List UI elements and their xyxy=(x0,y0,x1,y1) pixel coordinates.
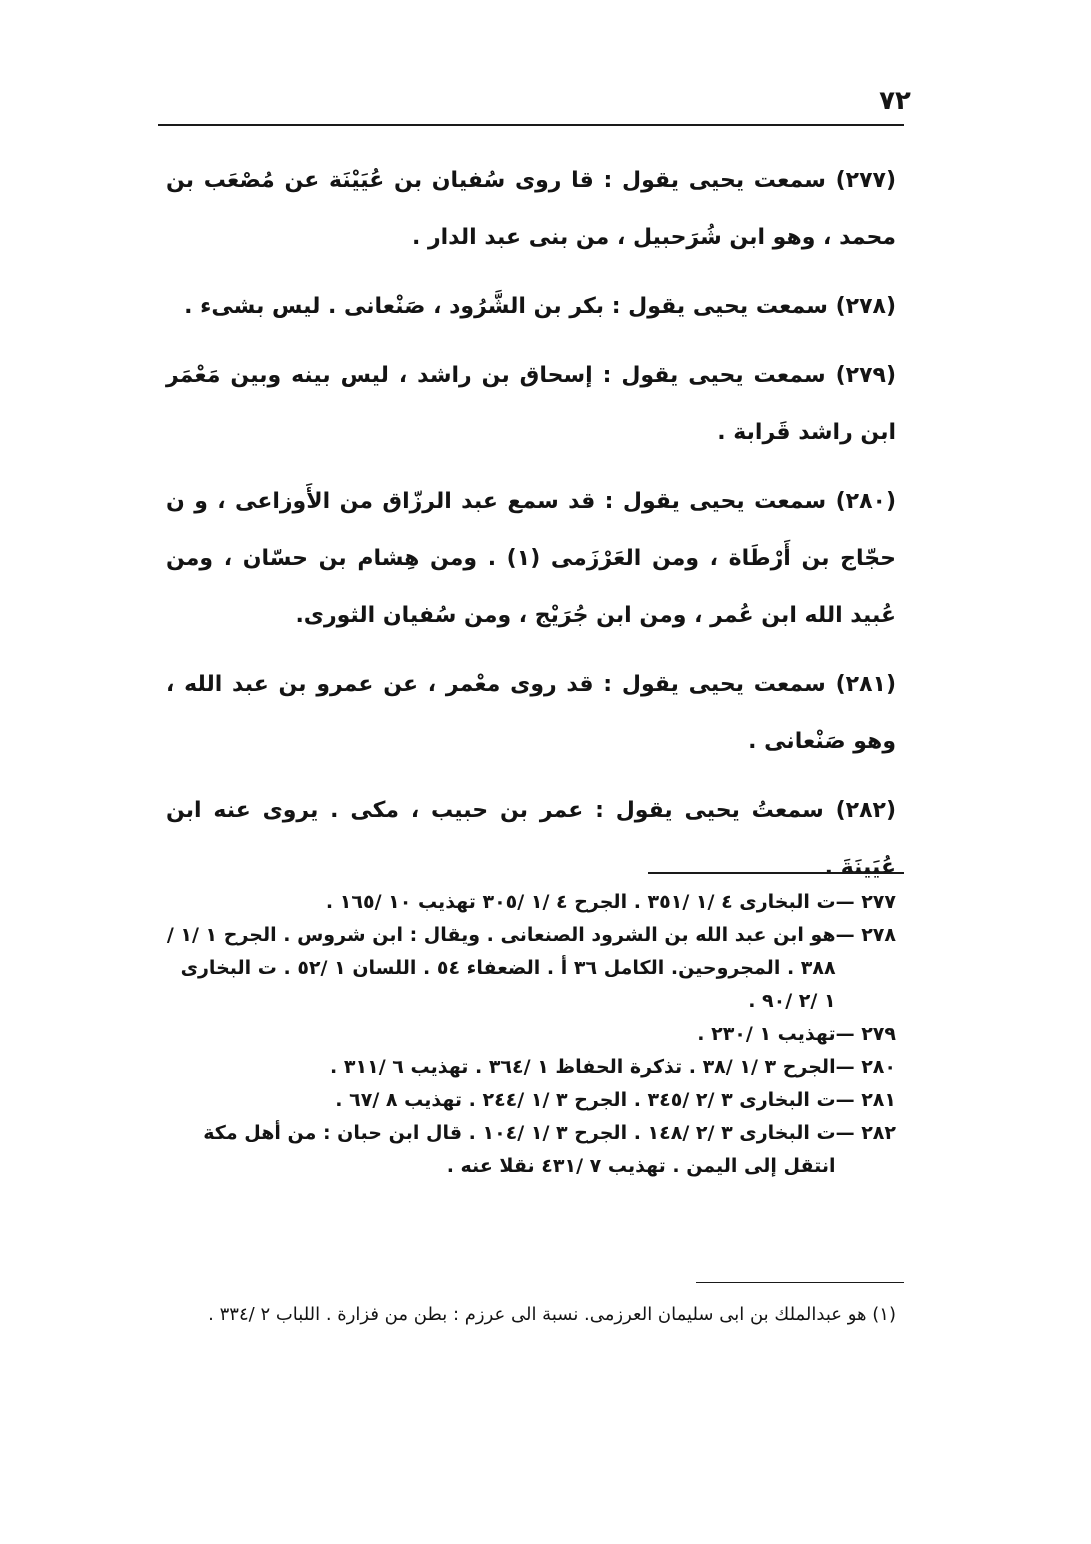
note-282 xyxy=(166,1117,896,1183)
note-text: ت البخارى ٣ /٢ /٣٤٥ . الجرح ٣ /١ /٢٤٤ . تهذيب ٨ /٦٧ . xyxy=(335,1089,836,1111)
paragraph-280: (٢٨٠) سمعت يحيى يقول : قد سمع عبد الرزّاق من الأَوزاعى ، و ن حجّاج بن أَرْطَاة ، ومن العَرْزَمى (١) . ومن هِشام بن حسّان ، ومن عُبيد الله ابن عُمر ، ومن ابن جُرَيْج ، ومن سُفيان الثورى. xyxy=(166,489,896,628)
paragraph-277: (٢٧٧) سمعت يحيى يقول : قا روى سُفيان بن عُيَيْنَة عن مُصْعَب بن محمد ، وهو ابن شُرَحبيل ، من بنى عبد الدار . xyxy=(166,168,896,250)
paragraph-281: (٢٨١) سمعت يحيى يقول : قد روى معْمر ، عن عمرو بن عبد الله ، وهو صَنْعانى . xyxy=(166,672,896,754)
note-text: ت البخارى ٤ /١ /٣٥١ . الجرح ٤ /١ /٣٠٥ تهذيب ١٠ /١٦٥ . xyxy=(325,891,836,913)
note-number: ٢٨١ — xyxy=(835,1089,896,1111)
main-text xyxy=(166,152,896,908)
note-text: تهذيب ١ /٢٣٠ . xyxy=(697,1023,836,1045)
note-number: ٢٧٩ — xyxy=(835,1023,896,1045)
note-number: ٢٧٧ — xyxy=(835,891,896,913)
reference-notes xyxy=(166,886,896,1183)
footnote-separator xyxy=(696,1282,904,1283)
note-text: الجرح ٣ /١ /٣٨ . تذكرة الحفاظ ١ /٣٦٤ . تهذيب ٦ /٣١١ . xyxy=(330,1056,836,1078)
note-280 xyxy=(166,1051,896,1084)
note-278 xyxy=(166,919,896,1018)
page-number: ٧٢ xyxy=(879,86,911,116)
note-number: ٢٧٨ — xyxy=(835,924,896,946)
note-text: هو ابن عبد الله بن الشرود الصنعانى . ويقال : ابن شروس . الجرح ١ /١ /٣٨٨ . المجروحين. الكامل ٣٦ أ . الضعفاء ٥٤ . اللسان ١ /٥٢ . ت البخارى ١ /٢ /٩٠ . xyxy=(166,924,836,1012)
paragraph-282: (٢٨٢) سمعتُ يحيى يقول : عمر بن حبيب ، مكى . يروى عنه ابن عُيَينَةَ . xyxy=(166,798,896,880)
note-281 xyxy=(166,1084,896,1117)
note-number: ٢٨٠ — xyxy=(835,1056,896,1078)
note-text: ت البخارى ٣ /٢ /١٤٨ . الجرح ٣ /١ /١٠٤ . قال ابن حبان : من أهل مكة انتقل إلى اليمن . تهذيب ٧ /٤٣١ نقلا عنه . xyxy=(203,1122,836,1177)
paragraph-279: (٢٧٩) سمعت يحيى يقول : إسحاق بن راشد ، ليس بينه وبين مَعْمَر ابن راشد قَرابة . xyxy=(166,363,896,445)
footnote: (١) هو عبدالملك بن ابى سليمان العرزمى. نسبة الى عرزم : بطن من فزارة . اللباب ٢ /٣٣٤ . xyxy=(208,1304,896,1325)
note-277 xyxy=(166,886,896,919)
note-279 xyxy=(166,1018,896,1051)
notes-separator xyxy=(648,872,904,874)
paragraph-278: (٢٧٨) سمعت يحيى يقول : بكر بن الشَّرُود ، صَنْعانى . ليس بشىء . xyxy=(184,294,896,319)
note-number: ٢٨٢ — xyxy=(835,1122,896,1144)
header-rule xyxy=(158,124,904,126)
